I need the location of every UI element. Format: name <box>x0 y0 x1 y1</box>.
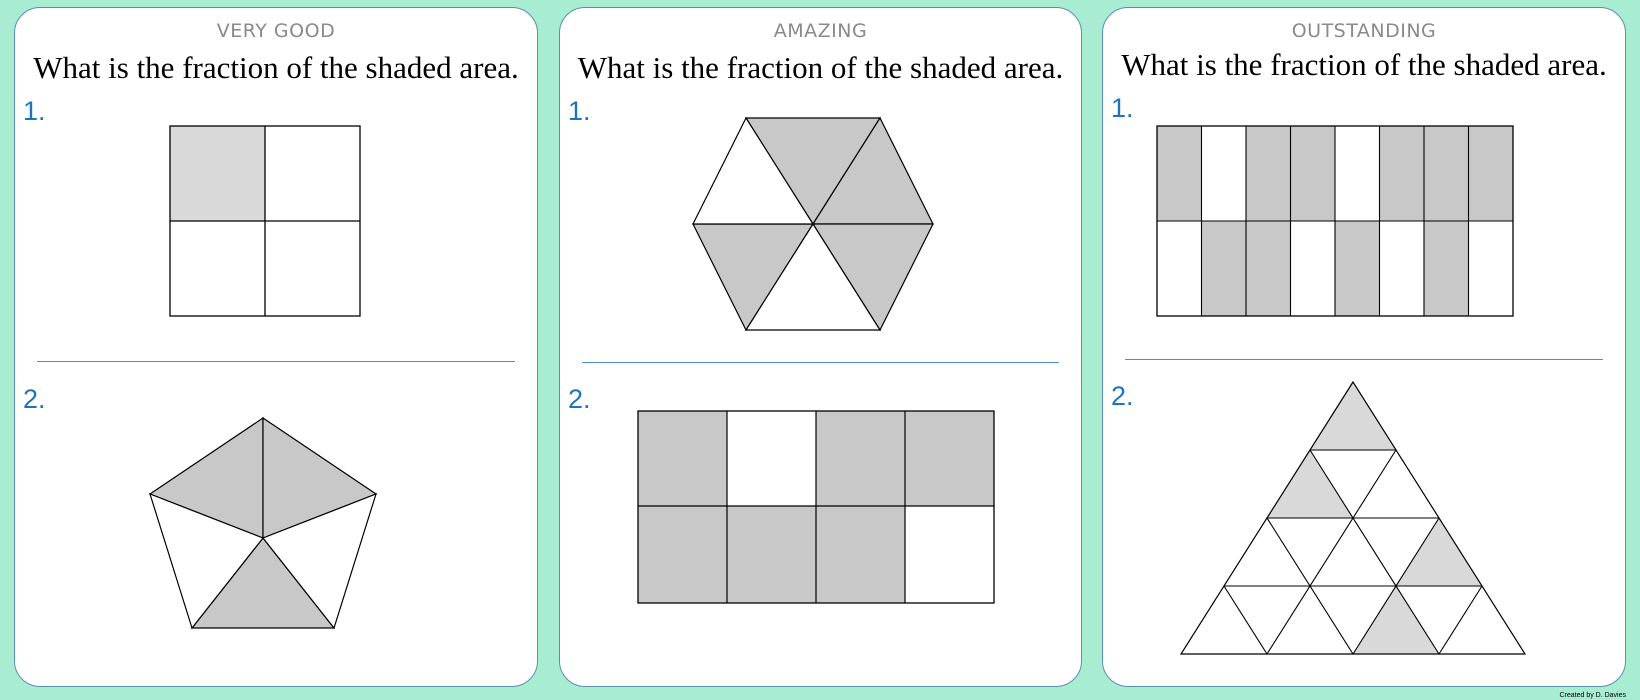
strip-shaded <box>1380 126 1425 221</box>
quarter-shaded <box>170 126 265 221</box>
question-number-2: 2. <box>568 384 591 414</box>
card-title: AMAZING <box>773 20 868 42</box>
pentagon-figure <box>145 410 385 640</box>
card-outstanding <box>1102 7 1626 687</box>
question-number-1: 1. <box>23 96 46 126</box>
strip-shaded <box>1424 221 1469 316</box>
hexagon-figure <box>693 111 935 331</box>
triangle-shaded <box>1267 450 1353 518</box>
question-number-2: 2. <box>1111 381 1134 411</box>
card-title: OUTSTANDING <box>1291 20 1437 42</box>
question-text: What is the fraction of the shaded area. <box>577 50 1064 85</box>
credit-text: Created by D. Davies <box>1559 692 1626 699</box>
strip-grid-figure <box>1157 126 1513 316</box>
triangle-shaded <box>1353 586 1439 654</box>
grid-cell <box>905 506 994 603</box>
question-text: What is the fraction of the shaded area. <box>1121 47 1607 82</box>
strip-shaded <box>1291 126 1336 221</box>
question-text: What is the fraction of the shaded area. <box>33 50 519 85</box>
grid-cell-shaded <box>638 411 727 506</box>
card-title: VERY GOOD <box>216 20 336 42</box>
strip-shaded <box>1246 126 1291 221</box>
card-amazing <box>559 7 1082 687</box>
strip-shaded <box>1469 126 1514 221</box>
triangle-grid-figure <box>1181 380 1525 656</box>
square-quarters-figure <box>170 126 360 316</box>
strip-shaded <box>1335 221 1380 316</box>
strip-shaded <box>1157 126 1202 221</box>
rectangle-grid-figure <box>638 411 994 603</box>
section-divider <box>1125 359 1603 360</box>
strip-shaded <box>1246 221 1291 316</box>
section-divider <box>582 362 1059 363</box>
question-number-1: 1. <box>1111 93 1134 123</box>
question-number-1: 1. <box>568 96 591 126</box>
triangle-shaded <box>1310 382 1396 450</box>
grid-cell-shaded <box>727 506 816 603</box>
grid-cell-shaded <box>816 411 905 506</box>
section-divider <box>37 361 515 362</box>
card-very-good <box>14 7 538 687</box>
grid-cell-shaded <box>905 411 994 506</box>
strip-shaded <box>1424 126 1469 221</box>
grid-cell-shaded <box>816 506 905 603</box>
grid-cell-shaded <box>638 506 727 603</box>
triangle-shaded <box>1396 518 1482 586</box>
grid-cell <box>727 411 816 506</box>
strip-shaded <box>1202 221 1247 316</box>
question-number-2: 2. <box>23 384 46 414</box>
